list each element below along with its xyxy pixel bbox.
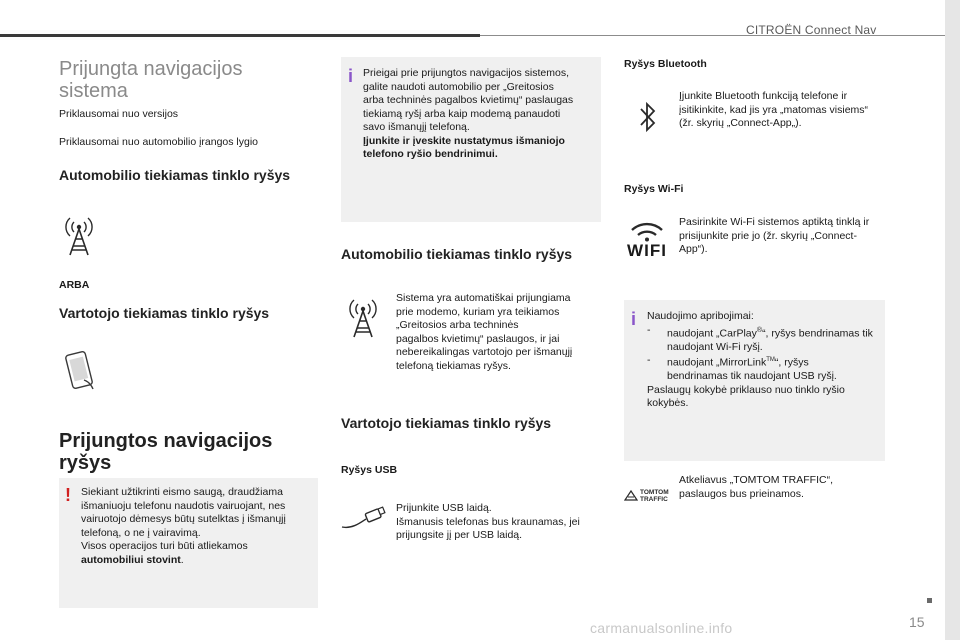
tomtom-logo-line: TRAFFIC — [640, 496, 668, 503]
info-line: arba techninės pagalbos kvietimų“ paslaugas — [363, 94, 574, 106]
usb-heading: Ryšys USB — [341, 464, 398, 476]
wifi-heading: Ryšys Wi-Fi — [624, 183, 684, 195]
vehicle-network-line: telefoną tiekiamas ryšys. — [396, 359, 511, 372]
info-marker-icon: i — [348, 66, 354, 86]
connection-heading-line2: ryšys — [59, 452, 112, 474]
warning-period: . — [180, 553, 184, 566]
connection-heading — [59, 430, 272, 474]
warning-line: Siekiant užtikrinti eismo saugą, draudžiama — [81, 486, 283, 498]
limits-item-text: “, ryšys bendrinamas tik — [762, 327, 873, 339]
usb-text — [396, 502, 596, 543]
info-bold-line: Įjunkite ir įveskite nustatymus išmaniojo — [363, 134, 565, 147]
vehicle-network-text — [396, 292, 596, 373]
info-marker-icon: i — [631, 309, 637, 329]
limits-item-text: “, ryšys — [774, 356, 809, 369]
vehicle-network-line: prie modemo, kuriam yra teikiamos — [396, 305, 560, 318]
wifi-line: Pasirinkite Wi-Fi sistemos aptiktą tinklą ir — [679, 216, 870, 228]
page-edge-tab — [945, 0, 960, 640]
vehicle-network-line: „Greitosios arba techninės — [396, 319, 519, 331]
vehicle-network-line: Sistema yra automatiškai prijungiama — [396, 292, 571, 304]
vehicle-network-line: nebereikalingas vartotojo per išmanųjį — [396, 346, 573, 358]
tomtom-text — [679, 474, 889, 501]
info-line: galite naudoti automobilio per „Greitosios — [363, 80, 554, 93]
warning-line: išmaniuoju telefonu naudotis vairuojant, nes — [81, 499, 286, 512]
version-note: Priklausomai nuo versijos — [59, 108, 179, 120]
wifi-line: prisijunkite prie jo (žr. skyrių „Connect- — [679, 229, 857, 242]
limits-list — [647, 324, 883, 384]
usb-line: prijungsite jį per USB laidą. — [396, 529, 523, 541]
wifi-icon — [624, 222, 670, 259]
page-number: 15 — [909, 614, 925, 630]
warning-line: vairuotojo dėmesys būtų sutelktas į išmanųjį — [81, 513, 286, 525]
header-brand: CITROËN Connect Nav — [746, 23, 877, 37]
info-line: Prieigai prie prijungtos navigacijos sistemos, — [363, 67, 570, 79]
wifi-icon-label: WIFI — [627, 241, 667, 260]
page-title-line2: sistema — [59, 80, 128, 102]
limits-item-text: naudojant Wi-Fi ryšį. — [667, 340, 763, 353]
watermark: carmanualsonline.info — [590, 620, 733, 636]
bluetooth-heading: Ryšys Bluetooth — [624, 58, 707, 70]
antenna-icon — [62, 214, 96, 256]
limits-note: kokybės. — [647, 397, 689, 409]
tomtom-logo-text — [640, 489, 669, 503]
wifi-line: App“). — [679, 243, 708, 255]
limits-item-text: naudojant „CarPlay — [667, 327, 757, 339]
vehicle-network-heading: Automobilio tiekiamas tinklo ryšys — [59, 167, 291, 183]
info-bold-line: telefono ryšio bendrinimui. — [363, 148, 498, 160]
connection-heading-line1: Prijungtos navigacijos — [59, 430, 273, 452]
tomtom-line: Atkeliavus „TOMTOM TRAFFIC“, — [679, 474, 834, 486]
usb-cable-icon — [340, 505, 386, 533]
limits-item-carplay — [647, 324, 883, 355]
usage-limits-text — [647, 310, 883, 411]
trademark-mark: TM — [766, 357, 775, 363]
limits-item-text: naudojant „MirrorLink — [667, 356, 767, 369]
page-marker-dot — [927, 598, 932, 603]
smartphone-icon — [60, 350, 100, 392]
warning-line: Visos operacijos turi būti atliekamos — [81, 540, 248, 552]
warning-marker-icon: ! — [65, 485, 71, 505]
wifi-text — [679, 216, 889, 257]
tomtom-line: paslaugos bus prieinamos. — [679, 487, 804, 500]
vehicle-network-line: pagalbos kvietimų“ paslaugos, ir jai — [396, 332, 560, 345]
vehicle-network-heading-2: Automobilio tiekiamas tinklo ryšys — [341, 246, 573, 262]
user-network-heading-2: Vartotojo tiekiamas tinklo ryšys — [341, 415, 552, 431]
registered-mark: ® — [756, 326, 763, 334]
limits-title: Naudojimo apribojimai: — [647, 310, 754, 322]
info-line: tiekiamą ryšį arba kaip modemą panaudoti — [363, 107, 561, 120]
page-title-line1: Prijungta navigacijos — [59, 58, 243, 80]
warning-line: telefoną, o ne į vairavimą. — [81, 526, 201, 539]
bluetooth-line: įsitikinkite, kad jis yra „matomas visiems“ — [679, 103, 869, 116]
antenna-icon — [346, 296, 380, 338]
warning-text — [81, 486, 313, 567]
safety-warning-box — [59, 478, 318, 608]
sharing-info-box — [341, 57, 601, 222]
limits-note: Paslaugų kokybė priklauso nuo tinklo ryšio — [647, 383, 845, 396]
warning-last-line — [81, 554, 313, 568]
usb-line: Išmanusis telefonas bus kraunamas, jei — [396, 515, 580, 528]
tomtom-logo-line: TOMTOM — [640, 489, 669, 496]
or-label: ARBA — [59, 279, 90, 291]
limits-item-mirrorlink — [647, 354, 883, 384]
usb-line: Prijunkite USB laidą. — [396, 502, 492, 514]
page-title — [59, 58, 319, 102]
bluetooth-icon — [638, 100, 658, 134]
bluetooth-line: (žr. skyrių „Connect-App„). — [679, 117, 802, 129]
usage-limits-box — [624, 300, 885, 461]
sharing-info-text — [363, 67, 597, 162]
bluetooth-line: Įjunkite Bluetooth funkciją telefone ir — [679, 90, 848, 102]
info-line: savo išmanųjį telefoną. — [363, 121, 470, 133]
header-rule-dark — [0, 34, 480, 37]
limits-item-text: bendrinamas tik naudojant USB ryšį. — [667, 370, 837, 382]
bluetooth-text — [679, 90, 889, 131]
trim-note: Priklausomai nuo automobilio įrangos lygio — [59, 136, 259, 148]
user-network-heading: Vartotojo tiekiamas tinklo ryšys — [59, 305, 270, 321]
warning-emphasis: automobiliui stovint — [81, 553, 181, 566]
